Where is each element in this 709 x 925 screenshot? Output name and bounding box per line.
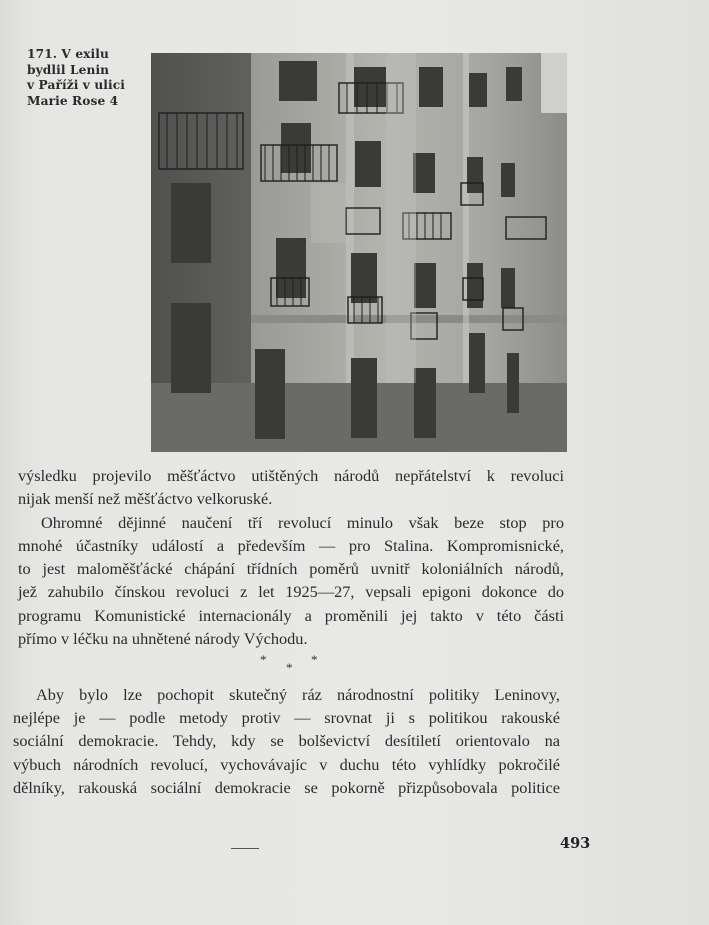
text-line: jež zahubilo čínskou revoluci z let 1925—27, vepsali epigoni dokonce do (18, 582, 564, 602)
caption-line: 171. V exilu (27, 47, 109, 61)
text-line: to jest maloměšťácké chápání třídních poměrů uvnitř koloniálních národů, (18, 559, 564, 579)
text-line: výsledku projevilo měšťáctvo utištěných národů nepřátelství k revoluci (18, 466, 564, 485)
body-text (18, 464, 564, 650)
section-separator (250, 652, 330, 674)
text-line: Aby bylo lze pochopit skutečný ráz národnostní politiky Leninovy, (36, 685, 560, 704)
building-illustration (151, 53, 567, 452)
text-line: nejlépe je — podle metody protiv — srovnat ji s politikou rakouské (13, 708, 560, 728)
footer-rule (231, 848, 259, 849)
building-photograph (151, 53, 567, 452)
text-line: Ohromné dějinné naučení tří revolucí minulo však beze stop pro (41, 512, 564, 532)
separator-star: * (260, 652, 267, 667)
caption-line: Marie Rose 4 (27, 93, 119, 108)
separator-star: * (286, 660, 293, 675)
text-line: nijak menší než měšťáctvo velkoruské. (18, 489, 273, 509)
separator-star: * (311, 652, 318, 667)
text-line: sociální demokracie. Tehdy, kdy se bolševictví desítiletí orientovalo na (13, 731, 560, 751)
photo-caption (27, 47, 147, 109)
text-line: programu Komunistické internacionály a proměnili jej takto v této části (18, 605, 564, 625)
text-line: mnohé účastníky událostí a především — pro Stalina. Kompromisnické, (18, 535, 564, 555)
caption-line: bydlil Lenin (27, 62, 110, 77)
text-line: přímo v léčku na uhnětené národy Východu. (18, 629, 308, 649)
page-number: 493 (560, 835, 591, 852)
caption-line: v Paříži v ulici (27, 78, 125, 92)
body-text-continued (13, 683, 560, 799)
text-line: výbuch národních revolucí, vychovávajíc v duchu této vyhlídky pokročilé (13, 754, 560, 774)
text-line: dělníky, rakouská sociální demokracie se pokorně přizpůsobovala politice (13, 777, 560, 797)
